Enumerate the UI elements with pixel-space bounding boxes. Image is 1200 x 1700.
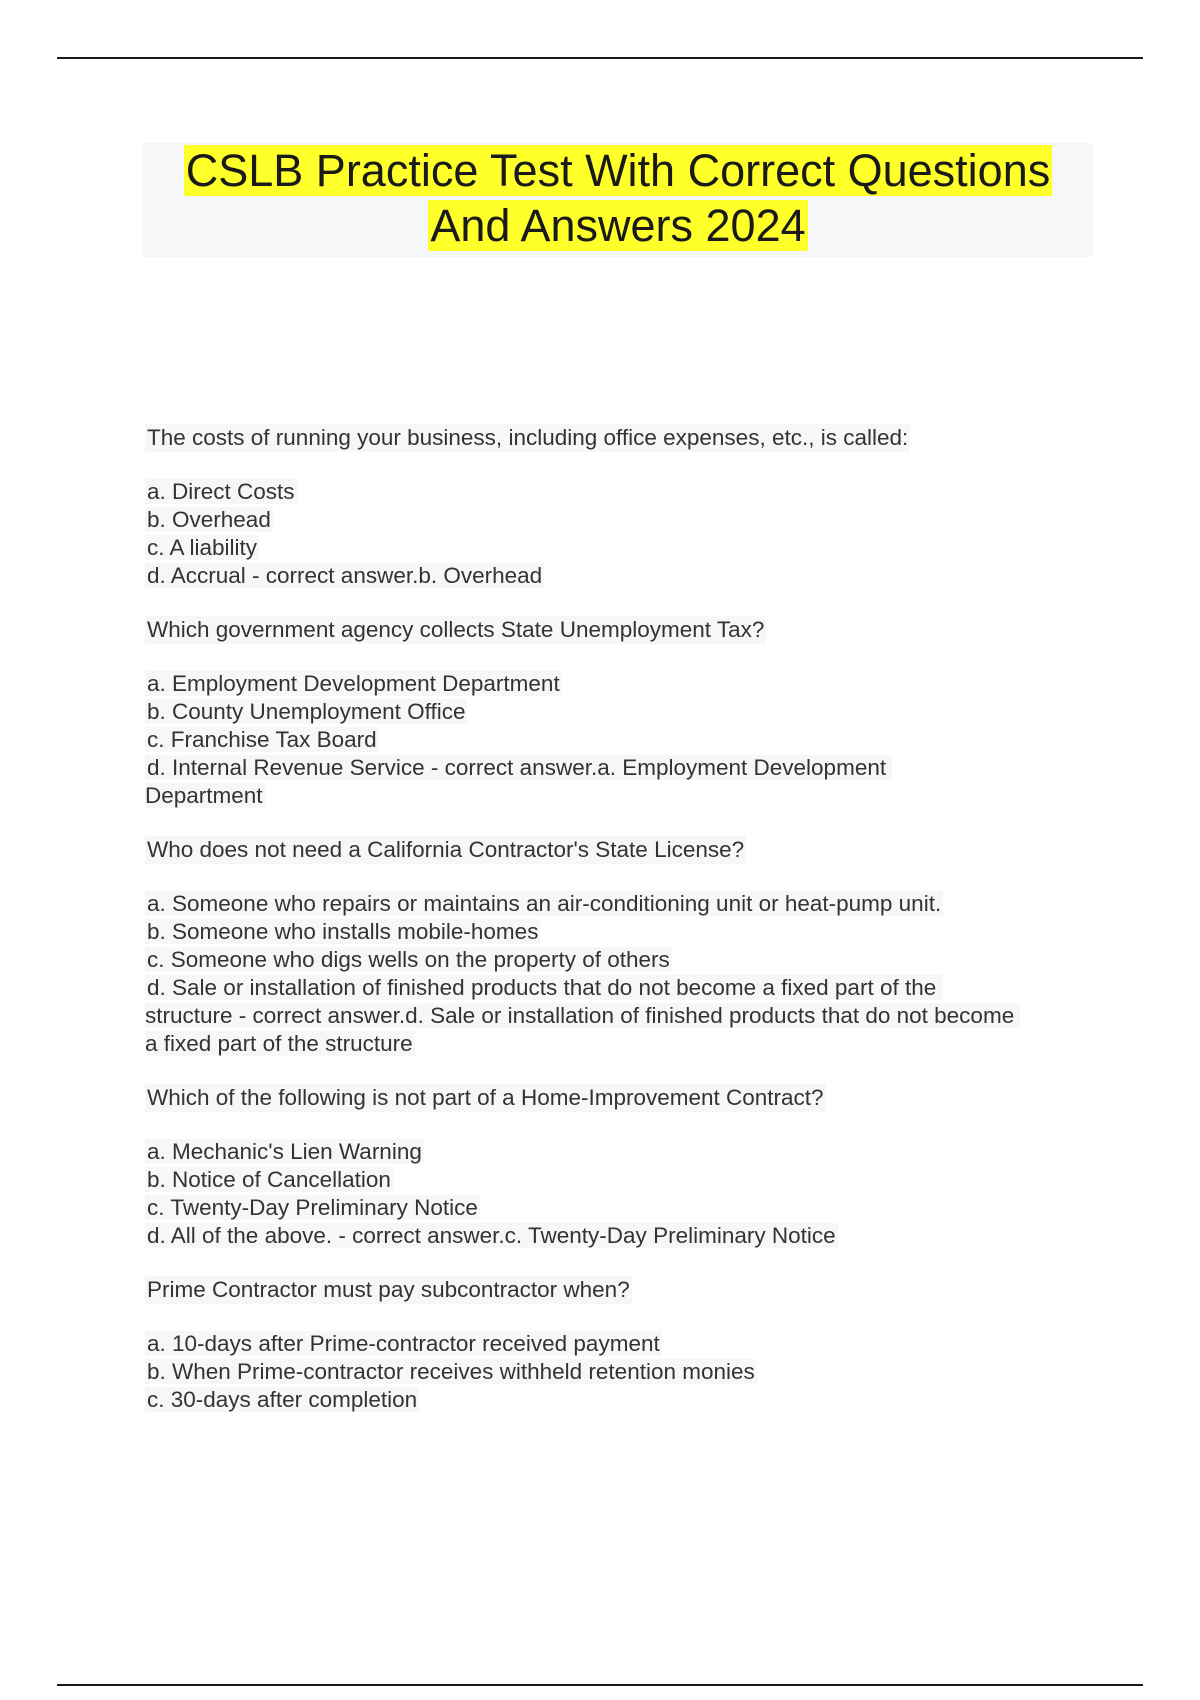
document-title — [143, 143, 1093, 257]
option-c: c. 30-days after completion — [147, 1387, 418, 1412]
question-text: Prime Contractor must pay subcontractor when? — [147, 1277, 630, 1302]
option-a: a. Mechanic's Lien Warning — [147, 1139, 422, 1164]
option-list — [145, 478, 1045, 590]
option-list — [145, 890, 1045, 1058]
option-a: a. Employment Development Department — [147, 671, 560, 696]
option-b: b. Someone who installs mobile-homes — [147, 919, 539, 944]
title-line-1: CSLB Practice Test With Correct Questions — [185, 145, 1051, 196]
title-line-2: And Answers 2024 — [430, 200, 806, 251]
header-rule — [57, 57, 1143, 59]
question-block-3 — [145, 836, 1045, 1058]
question-text: Which government agency collects State Unemployment Tax? — [147, 617, 765, 642]
option-list — [145, 670, 1045, 810]
option-d-answer: d. Accrual - correct answer.b. Overhead — [147, 563, 543, 588]
question-text: The costs of running your business, including office expenses, etc., is called: — [147, 425, 909, 450]
option-a: a. Someone who repairs or maintains an air-conditioning unit or heat-pump unit. — [147, 891, 942, 916]
option-b: b. Overhead — [147, 507, 271, 532]
question-text: Who does not need a California Contractor's State License? — [147, 837, 745, 862]
option-d-answer: d. Internal Revenue Service - correct answer.a. Employment Development Department — [145, 755, 893, 808]
option-d-answer: d. All of the above. - correct answer.c. Twenty-Day Preliminary Notice — [147, 1223, 836, 1248]
option-list — [145, 1330, 1045, 1414]
question-block-4 — [145, 1084, 1045, 1250]
option-b: b. When Prime-contractor receives withheld retention monies — [147, 1359, 755, 1384]
option-d-answer: d. Sale or installation of finished products that do not become a fixed part of the structure - correct answer.d. Sale or installation of finished products that do not become a fixed part of the structure — [145, 975, 1021, 1056]
option-c: c. Someone who digs wells on the property of others — [147, 947, 670, 972]
option-list — [145, 1138, 1045, 1250]
question-list — [145, 424, 1045, 1440]
question-block-2 — [145, 616, 1045, 810]
option-a: a. Direct Costs — [147, 479, 295, 504]
option-c: c. Franchise Tax Board — [147, 727, 377, 752]
question-block-5 — [145, 1276, 1045, 1414]
option-c: c. A liability — [147, 535, 258, 560]
option-c: c. Twenty-Day Preliminary Notice — [147, 1195, 478, 1220]
option-a: a. 10-days after Prime-contractor received payment — [147, 1331, 660, 1356]
option-b: b. Notice of Cancellation — [147, 1167, 391, 1192]
question-block-1 — [145, 424, 1045, 590]
footer-rule — [57, 1684, 1143, 1686]
question-text: Which of the following is not part of a Home-Improvement Contract? — [147, 1085, 824, 1110]
option-b: b. County Unemployment Office — [147, 699, 466, 724]
